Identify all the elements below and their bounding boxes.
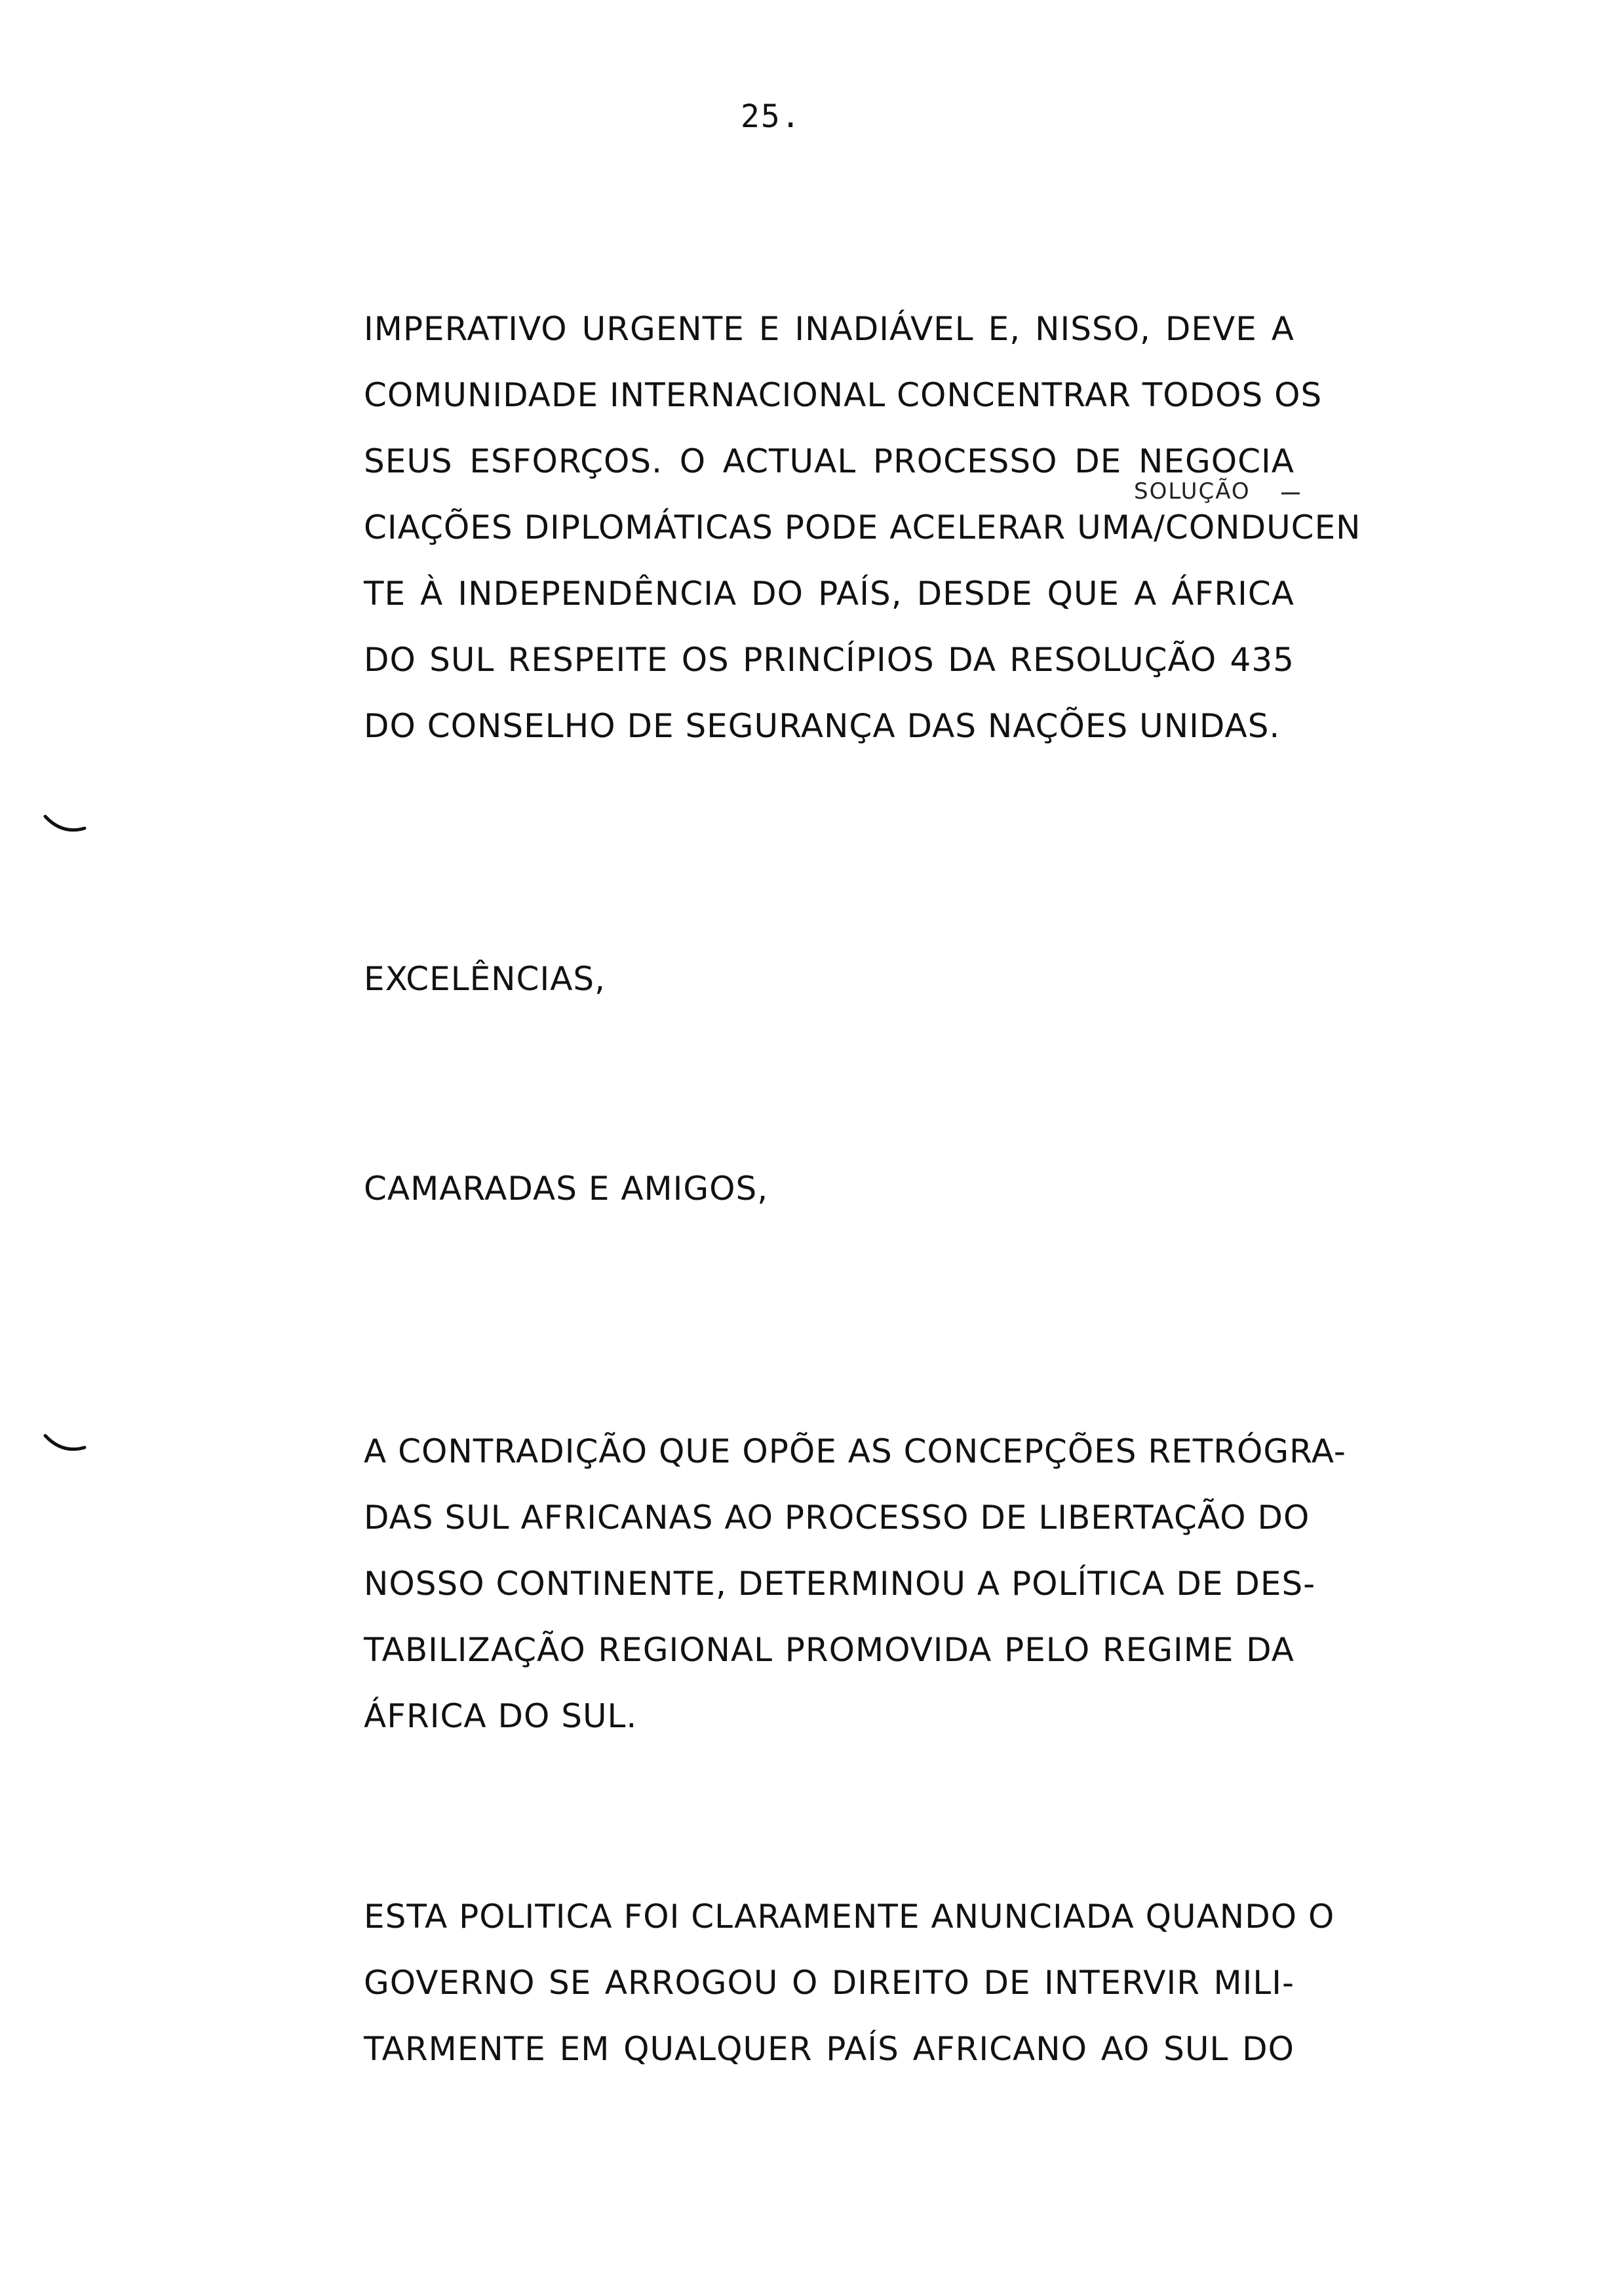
paragraph-2-line-4: TABILIZAÇÃO REGIONAL PROMOVIDA PELO REGIME DA — [364, 1631, 1294, 1669]
salutation-excelencias: EXCELÊNCIAS, — [364, 960, 606, 998]
paragraph-1-line-5: TE À INDEPENDÊNCIA DO PAÍS, DESDE QUE A ÁFRICA — [364, 575, 1294, 613]
page-number: 25. — [741, 98, 802, 135]
paragraph-1-line-2: COMUNIDADE INTERNACIONAL CONCENTRAR TODOS OS — [364, 376, 1323, 414]
salutation-camaradas: CAMARADAS E AMIGOS, — [364, 1170, 769, 1208]
paragraph-3-line-2: GOVERNO SE ARROGOU O DIREITO DE INTERVIR MILI- — [364, 1964, 1294, 2002]
handwritten-insert: SOLUÇÃO — [1134, 478, 1251, 505]
paragraph-1-line-4: CIAÇÕES DIPLOMÁTICAS PODE ACELERAR UMA/CONDUCEN — [364, 508, 1361, 546]
paragraph-1 — [364, 296, 1361, 759]
paragraph-2-line-2: DAS SUL AFRICANAS AO PROCESSO DE LIBERTAÇÃO DO — [364, 1499, 1310, 1537]
punch-hole-mark-top — [43, 813, 88, 839]
paragraph-1-line-3: SEUS ESFORÇOS. O ACTUAL PROCESSO DE NEGOCIA — [364, 442, 1294, 480]
paragraph-2-line-1: A CONTRADIÇÃO QUE OPÕE AS CONCEPÇÕES RETRÓGRA- — [364, 1432, 1346, 1470]
overline-mark — [1281, 490, 1301, 497]
paragraph-3-line-1: ESTA POLITICA FOI CLARAMENTE ANUNCIADA QUANDO O — [364, 1898, 1335, 1936]
paragraph-1-line-1: IMPERATIVO URGENTE E INADIÁVEL E, NISSO, DEVE A — [364, 310, 1294, 348]
paragraph-2 — [364, 1419, 1346, 1750]
punch-hole-mark-bottom — [43, 1432, 88, 1458]
paragraph-3 — [364, 1884, 1335, 2082]
paragraph-1-line-7: DO CONSELHO DE SEGURANÇA DAS NAÇÕES UNIDAS. — [364, 707, 1281, 745]
paragraph-2-line-3: NOSSO CONTINENTE, DETERMINOU A POLÍTICA DE DES- — [364, 1565, 1316, 1603]
paragraph-3-line-3: TARMENTE EM QUALQUER PAÍS AFRICANO AO SUL DO — [364, 2030, 1294, 2068]
paragraph-2-line-5: ÁFRICA DO SUL. — [364, 1697, 638, 1735]
paragraph-1-line-6: DO SUL RESPEITE OS PRINCÍPIOS DA RESOLUÇÃO 435 — [364, 641, 1294, 679]
